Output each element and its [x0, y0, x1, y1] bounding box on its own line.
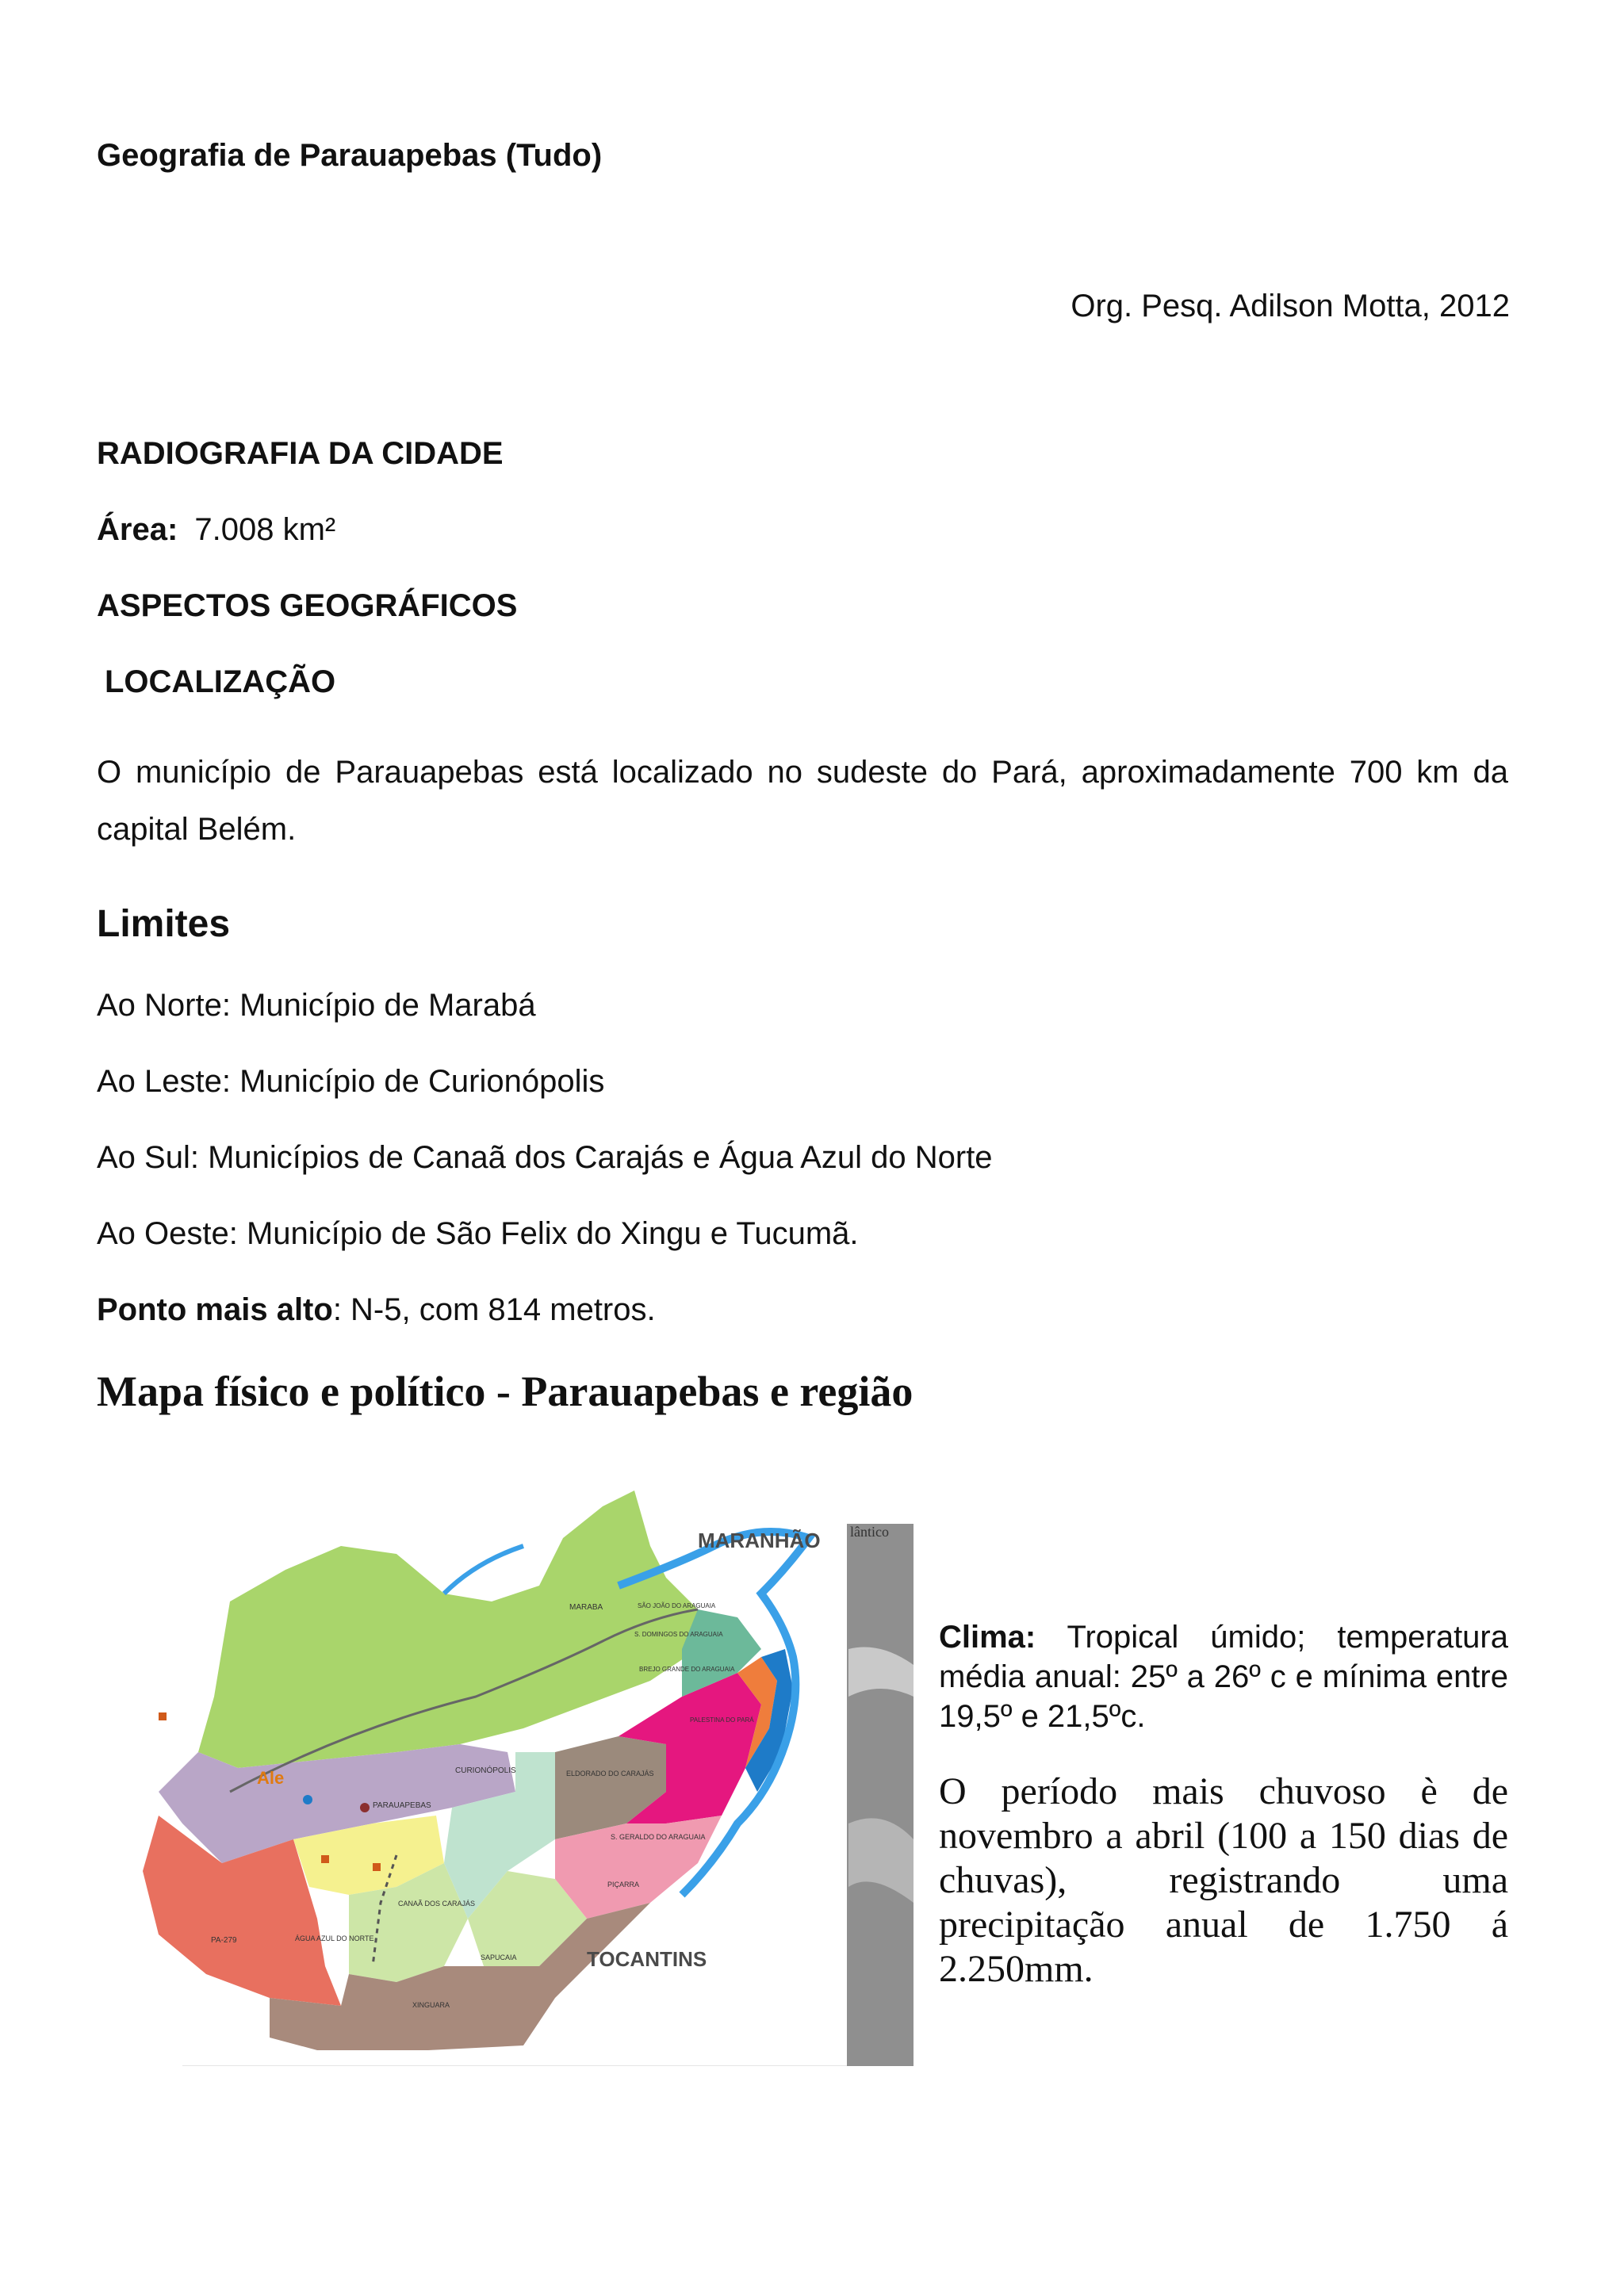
map-label-ale: Ale	[257, 1768, 285, 1788]
map-side-strip	[847, 1524, 914, 2066]
section-aspectos: ASPECTOS GEOGRÁFICOS	[97, 588, 518, 623]
chuva-paragraph: O período mais chuvoso è de novembro a abril (100 a 150 dias de chuvas), registrando uma precipitação anual de 1.750 á 2.250mm.	[939, 1770, 1508, 1990]
map-label-sao-joao: SÃO JOÃO DO ARAGUAIA	[638, 1602, 716, 1609]
map-label-curionopolis: CURIONÓPOLIS	[455, 1766, 516, 1775]
map-title: Mapa físico e político - Parauapebas e região	[97, 1368, 914, 1415]
map-label-sao-domingos: S. DOMINGOS DO ARAGUAIA	[634, 1631, 723, 1638]
author-line: Org. Pesq. Adilson Motta, 2012	[1071, 289, 1510, 323]
region-map	[111, 1490, 914, 2066]
map-label-sao-geraldo: S. GERALDO DO ARAGUAIA	[611, 1833, 706, 1841]
map-label-palestina: PALESTINA DO PARÁ	[690, 1716, 754, 1724]
limite-oeste: Ao Oeste: Município de São Felix do Xingu e Tucumã.	[97, 1216, 859, 1251]
map-label-eldorado: ELDORADO DO CARAJÁS	[566, 1770, 654, 1777]
limite-norte: Ao Norte: Município de Marabá	[97, 988, 536, 1023]
localizacao-paragraph: O município de Parauapebas está localizado no sudeste do Pará, aproximadamente 700 km da capital Belém.	[97, 755, 1508, 847]
limite-leste: Ao Leste: Município de Curionópolis	[97, 1064, 605, 1099]
map-label-tocantins: TOCANTINS	[587, 1947, 707, 1971]
ponto-label: Ponto mais alto	[97, 1292, 333, 1327]
map-label-agua-azul: ÁGUA AZUL DO NORTE	[295, 1934, 374, 1942]
clima-label: Clima:	[939, 1620, 1036, 1655]
ponto-value: : N-5, com 814 metros.	[332, 1292, 656, 1327]
map-label-parauapebas: PARAUAPEBAS	[373, 1801, 431, 1810]
area-label: Área:	[97, 512, 178, 547]
map-label-picarra: PIÇARRA	[607, 1881, 640, 1888]
map-label-pa279: PA-279	[211, 1936, 237, 1945]
area-value: 7.008 km²	[194, 512, 336, 547]
map-label-xinguara: XINGUARA	[412, 2001, 450, 2009]
clima-paragraph	[939, 1617, 1508, 1736]
limite-sul: Ao Sul: Municípios de Canaã dos Carajás e Água Azul do Norte	[97, 1140, 993, 1175]
map-label-atlantico: lântico	[850, 1524, 889, 1540]
map-label-brejo: BREJO GRANDE DO ARAGUAIA	[639, 1666, 735, 1673]
map-label-sapucaia: SAPUCAIA	[481, 1954, 517, 1961]
clima-text: Tropical úmido; temperatura média anual: 25º a 26º c e mínima entre 19,5º e 21,5ºc.	[939, 1620, 1508, 1734]
section-localizacao: LOCALIZAÇÃO	[105, 664, 336, 699]
limites-heading: Limites	[97, 903, 231, 945]
document-title: Geografia de Parauapebas (Tudo)	[97, 138, 603, 173]
section-radiografia: RADIOGRAFIA DA CIDADE	[97, 436, 504, 471]
ponto-mais-alto	[97, 1292, 656, 1328]
map-label-canaa: CANAÃ DOS CARAJÁS	[398, 1900, 476, 1908]
area-line	[97, 512, 335, 548]
map-label-maranhao: MARANHÃO	[698, 1529, 821, 1552]
map-label-maraba: MARABA	[569, 1603, 603, 1612]
